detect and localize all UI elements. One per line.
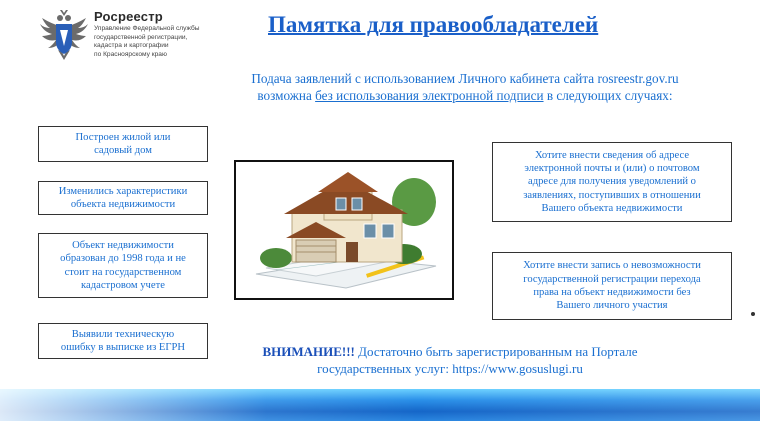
house-illustration-icon	[236, 162, 452, 298]
box-line: Хотите внести запись о невозможности	[523, 260, 701, 272]
case-box-characteristics-changed	[38, 181, 208, 215]
box-line: государственной регистрации перехода	[523, 273, 701, 285]
attention-note	[190, 343, 710, 377]
box-line: Вашего объекта недвижимости	[541, 202, 683, 214]
box-line: адресе для получения уведомлений о	[528, 176, 696, 188]
box-line: Вашего личного участия	[556, 300, 668, 312]
box-line: кадастровом учете	[81, 279, 165, 291]
box-line: стоит на государственном	[64, 266, 182, 278]
box-line: образован до 1998 года и не	[60, 253, 186, 265]
footer-stripe	[0, 389, 760, 421]
page-title: Памятка для правообладателей	[268, 12, 599, 37]
box-line: Выявили техническую	[71, 328, 175, 340]
case-box-before-1998	[38, 233, 208, 298]
box-line: Хотите внести сведения об адресе	[534, 149, 690, 161]
eagle-emblem-icon	[36, 6, 92, 64]
org-block	[94, 9, 244, 58]
house-image	[234, 160, 454, 300]
intro-text	[180, 70, 750, 104]
attention-text-2: государственных услуг: https://www.gosuslugi.ru	[317, 361, 583, 376]
rosreestr-logo	[36, 6, 92, 64]
box-line: Построен жилой или	[75, 131, 171, 143]
no-signature-link[interactable]: без использования электронной подписи	[315, 88, 544, 103]
org-line: по Красноярскому краю	[94, 50, 167, 58]
intro-text-part: в следующих случаях:	[543, 88, 673, 103]
box-line: права на объект недвижимости без	[533, 287, 691, 298]
org-name: Росреестр	[94, 9, 163, 24]
org-line: кадастра и картографии	[94, 42, 169, 50]
case-box-contact-address	[492, 142, 732, 222]
box-line: объекта недвижимости	[70, 199, 176, 210]
decorative-dot	[751, 312, 755, 316]
intro-line-1: Подача заявлений с использованием Личного кабинета сайта rosreestr.gov.ru	[251, 71, 679, 86]
box-line: садовый дом	[94, 145, 152, 156]
intro-text-part: возможна	[257, 88, 316, 103]
case-box-technical-error	[38, 323, 208, 359]
org-line: государственной регистрации,	[94, 33, 188, 41]
attention-text-1: Достаточно быть зарегистрированным на Портале	[354, 344, 638, 359]
box-line: Объект недвижимости	[72, 239, 174, 251]
attention-label: ВНИМАНИЕ!!!	[262, 344, 355, 359]
box-line: заявлениях, поступивших в отношении	[523, 189, 701, 201]
footer-stripe-highlight	[0, 389, 760, 421]
box-line: Изменились характеристики	[58, 185, 188, 197]
org-line: Управление Федеральной службы	[94, 25, 200, 32]
box-line: электронной почты и (или) о почтовом	[524, 163, 700, 175]
case-box-no-transfer-without-owner	[492, 252, 732, 320]
box-line: ошибку в выписке из ЕГРН	[60, 342, 186, 353]
case-box-house-built	[38, 126, 208, 162]
intro-line-2	[180, 87, 750, 104]
